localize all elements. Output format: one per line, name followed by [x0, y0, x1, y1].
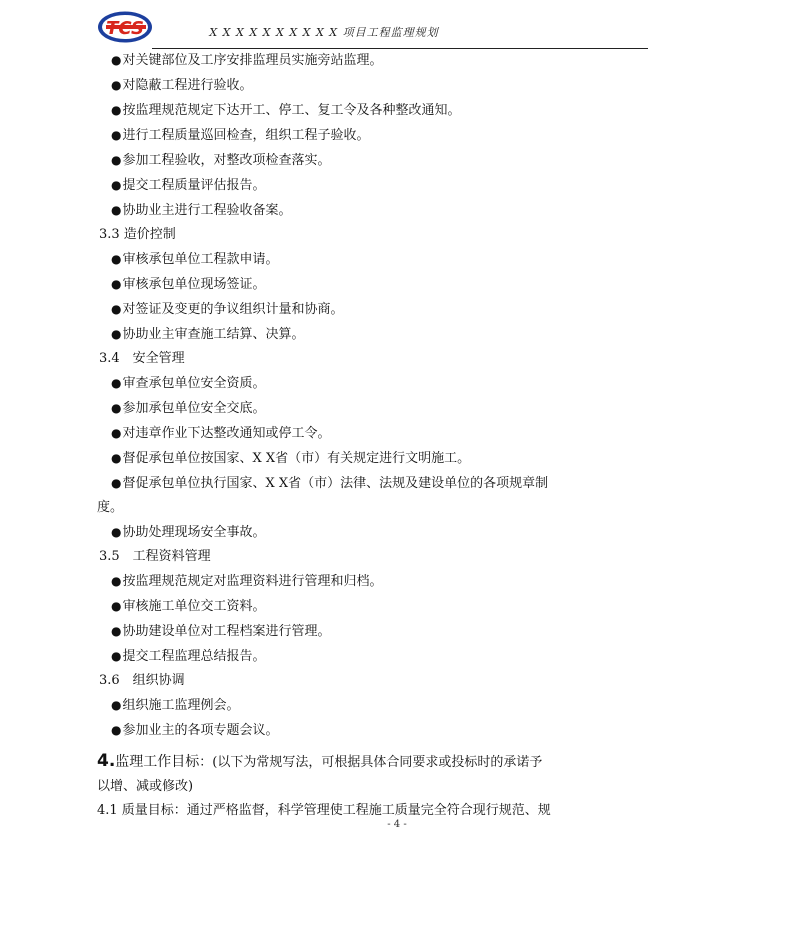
list-item: ●对签证及变更的争议组织计量和协商。 [111, 302, 344, 317]
section-4 [97, 749, 552, 823]
list-item: ●按监理规范规定对监理资料进行管理和归档。 [111, 574, 383, 589]
page-number: - 4 - [387, 819, 407, 830]
document-body [97, 48, 552, 823]
list-item: ●协助业主审查施工结算、决算。 [111, 327, 305, 342]
list-item: ●按监理规范规定下达开工、停工、复工令及各种整改通知。 [111, 103, 461, 118]
list-item: ●对关键部位及工序安排监理员实施旁站监理。 [111, 53, 383, 68]
list-item: ●协助业主进行工程验收备案。 [111, 203, 292, 218]
list-item: ●协助处理现场安全事故。 [111, 525, 266, 540]
list-item: ●参加工程验收，对整改项检查落实。 [111, 153, 331, 168]
section-heading-4: 4.监理工作目标：(以下为常规写法，可根据具体合同要求或投标时的承诺予 [97, 751, 543, 771]
list-item: ●参加业主的各项专题会议。 [111, 723, 279, 738]
list-item: ●协助建设单位对工程档案进行管理。 [111, 624, 331, 639]
section-heading-3-5: 3.5 工程资料管理 [99, 549, 211, 564]
list-item: ●督促承包单位按国家、X X省（市）有关规定进行文明施工。 [111, 451, 471, 466]
section-4-1-paragraph: 4.1 质量目标：通过严格监督，科学管理使工程施工质量完全符合现行规范、规 [97, 803, 551, 818]
list-item: ●审核承包单位工程款申请。 [111, 252, 279, 267]
list-item: ●组织施工监理例会。 [111, 698, 240, 713]
list-item: ●对隐蔽工程进行验收。 [111, 78, 253, 93]
header-title: X X X X X X X X X X 项目工程监理规划 [209, 26, 439, 39]
section-heading-3-3: 3.3 造价控制 [99, 227, 176, 242]
section-heading-3-4: 3.4 安全管理 [99, 351, 185, 366]
section-4-note-continuation: 以增、减或修改) [97, 779, 194, 794]
list-item: ●对违章作业下达整改通知或停工令。 [111, 426, 331, 441]
list-item: ●审核承包单位现场签证。 [111, 277, 266, 292]
list-item: ●提交工程质量评估报告。 [111, 178, 266, 193]
list-item: ●进行工程质量巡回检查，组织工程子验收。 [111, 128, 370, 143]
logo-text: TCS [106, 18, 144, 39]
section-heading-3-6: 3.6 组织协调 [99, 673, 185, 688]
list-item-continuation: 度。 [97, 500, 124, 515]
list-item: ●督促承包单位执行国家、X X省（市）法律、法规及建设单位的各项规章制 [111, 476, 549, 491]
page-header [96, 10, 552, 44]
list-item: ●提交工程监理总结报告。 [111, 649, 266, 664]
list-item: ●审核施工单位交工资料。 [111, 599, 266, 614]
list-item: ●参加承包单位安全交底。 [111, 401, 266, 416]
list-item: ●审查承包单位安全资质。 [111, 376, 266, 391]
